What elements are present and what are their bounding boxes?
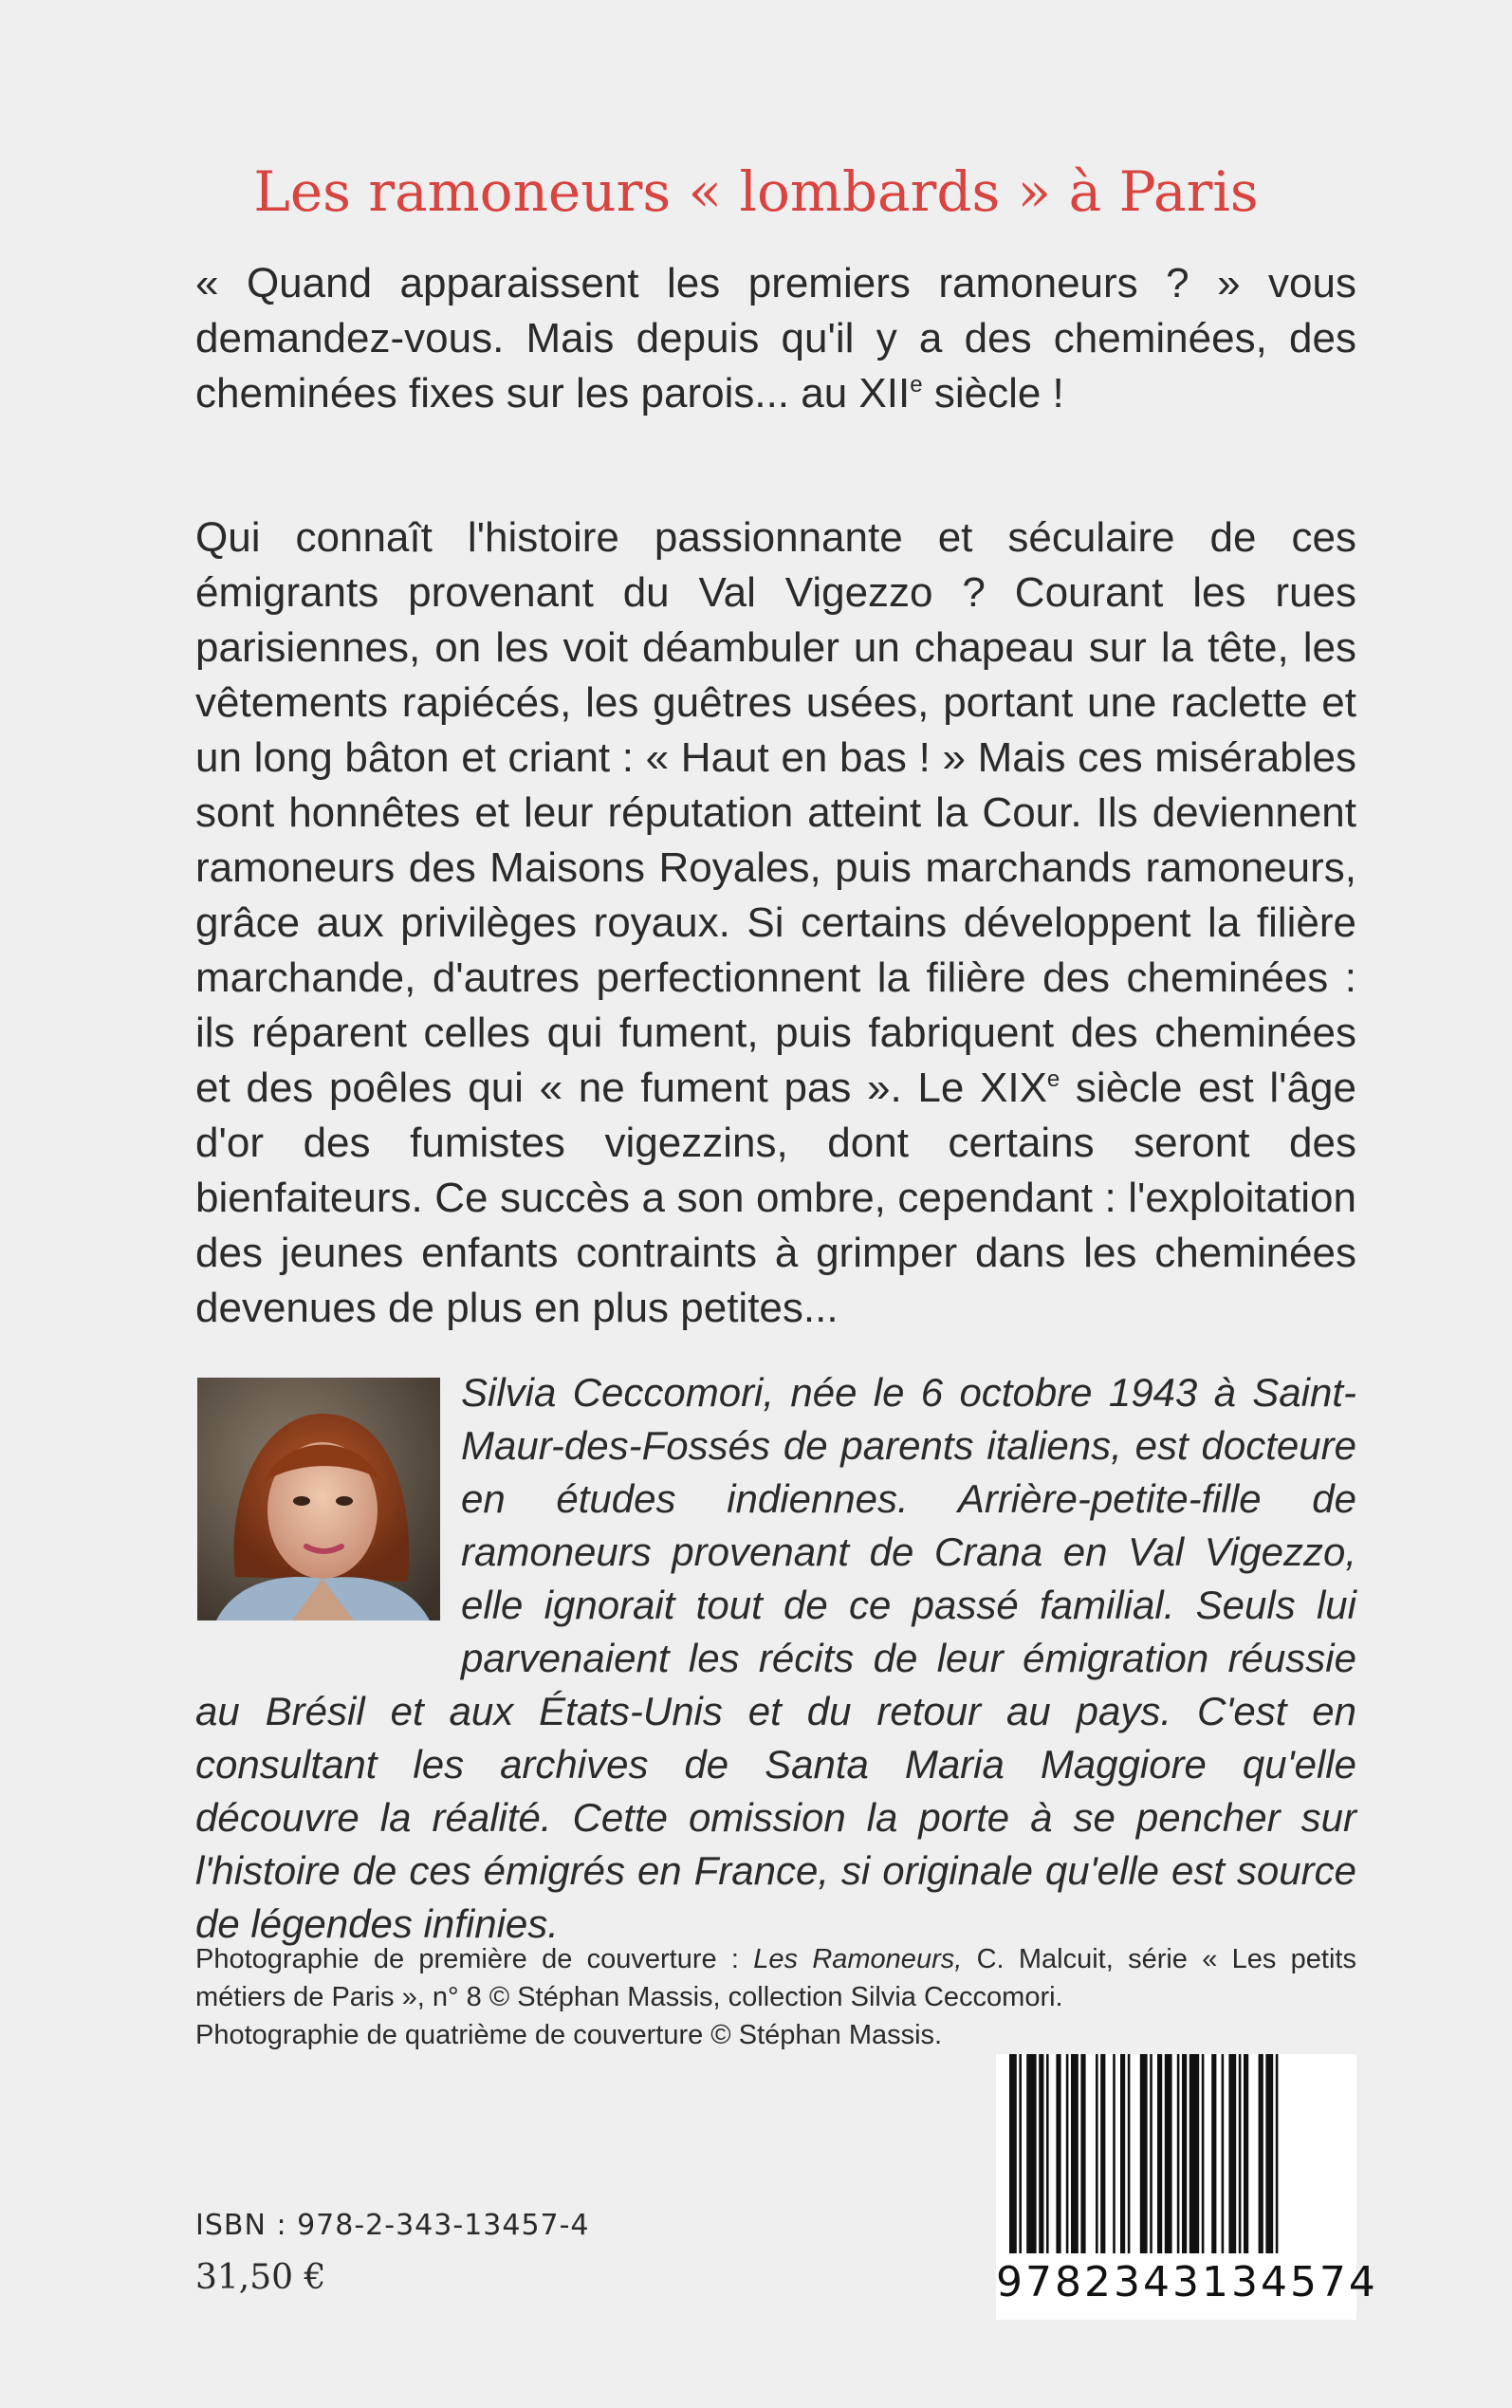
front-credit-prefix: Photographie de première de couverture : [195, 1944, 754, 1974]
isbn: ISBN : 978-2-343-13457-4 [195, 2209, 590, 2242]
price: 31,50 € [195, 2258, 326, 2297]
author-name: Silvia Ceccomori [461, 1370, 764, 1415]
summary-text-end: siècle est l'âge d'or des fumistes vigezzins, dont certains seront des bienfaiteurs. Ce succès a son ombre, cependant : l'exploitation des jeunes enfants contraints à grimper dans les cheminées devenues de plus en plus petites... [195, 1065, 1356, 1331]
intro-text-end: siècle ! [922, 370, 1064, 417]
author-bio [195, 1366, 1356, 1951]
book-title: Les ramoneurs « lombards » à Paris [253, 159, 1259, 224]
summary-text: Qui connaît l'histoire passionnante et séculaire de ces émigrants provenant du Val Vigezzo ? Courant les rues parisiennes, on les voit déambuler un chapeau sur la tête, les vêtements rapiécés, les guêtres usées, portant une raclette et un long bâton et criant : « Haut en bas ! » Mais ces misérables sont honnêtes et leur réputation atteint la Cour. Ils deviennent ramoneurs des Maisons Royales, puis marchands ramoneurs, grâce aux privilèges royaux. Si certains développent la filière marchande, d'autres perfectionnent la filière des cheminées : ils réparent celles qui fument, puis fabriquent des cheminées et des poêles qui « ne fument pas ». Le XIX [195, 514, 1356, 1111]
front-credit-title: Les Ramoneurs, [753, 1944, 963, 1974]
summary-superscript: e [1046, 1066, 1060, 1092]
barcode-bars [996, 2054, 1356, 2253]
intro-text: « Quand apparaissent les premiers ramoneurs ? » vous demandez-vous. Mais depuis qu'il y a des cheminées, des cheminées fixes sur les parois... au XII [195, 260, 1356, 417]
front-credit-rest: C. Malcuit, série « Les petits métiers de Paris », n° 8 © Stéphan Massis, collection Silvia Ceccomori. [195, 1944, 1356, 2012]
intro-paragraph [195, 256, 1356, 421]
photo-spacer [195, 1366, 444, 1634]
author-bio-text: , née le 6 octobre 1943 à Saint-Maur-des-Fossés de parents italiens, est docteure en études indiennes. Arrière-petite-fille de ramoneurs provenant de Crana en Val Vigezzo, elle ignorait tout de ce passé familial. Seuls lui parvenaient les récits de leur émigration réussie au Brésil et aux États-Unis et du retour au pays. C'est en consultant les archives de Santa Maria Maggiore qu'elle découvre la réalité. Cette omission la porte à se pencher sur l'histoire de ces émigrés en France, si originale qu'elle est source de légendes infinies. [195, 1370, 1356, 1946]
photo-credits [195, 1940, 1356, 2054]
summary-paragraph [195, 510, 1356, 1336]
back-cover-credit: Photographie de quatrième de couverture © Stéphan Massis. [195, 2020, 943, 2050]
front-cover-credit [195, 1940, 1356, 2016]
barcode-number: 9782343134574 [996, 2258, 1378, 2306]
intro-superscript: e [910, 372, 923, 398]
